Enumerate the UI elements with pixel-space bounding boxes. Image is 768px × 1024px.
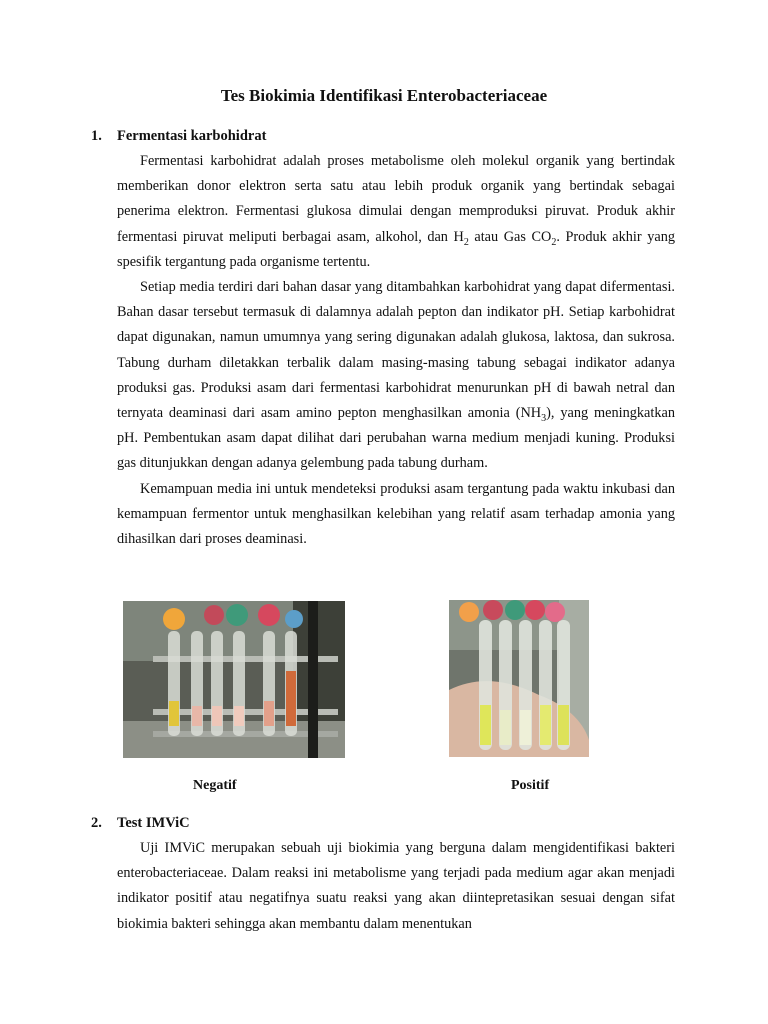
negative-caption: Negatif — [193, 778, 237, 793]
negative-test-tubes-photo — [123, 601, 345, 758]
document-title: Tes Biokimia Identifikasi Enterobacteriaceae — [220, 86, 548, 105]
section-2-heading — [91, 815, 190, 832]
positive-caption: Positif — [511, 778, 550, 793]
section-1-body — [117, 149, 675, 552]
section-1-paragraph-3: Kemampuan media ini untuk mendeteksi produksi asam tergantung pada waktu inkubasi dan kemampuan fermentor untuk menghasilkan kelebihan yang relatif asam terhadap amonia yang dihasilkan dari proses deaminasi. — [117, 480, 675, 548]
section-2-title: Test IMViC — [117, 815, 190, 831]
positive-test-tubes-photo — [449, 600, 589, 757]
section-1-paragraph-1: Fermentasi karbohidrat adalah proses metabolisme oleh molekul organik yang bertindak memberikan donor elektron serta satu atau lebih produk organik yang bertindak sebagai penerima elektron. Fermentasi glukosa dimulai dengan memproduksi piruvat. Produk akhir fermentasi piruvat meliputi berbagai asam, alkohol, dan $H_2$ atau Gas $CO_2$. Produk akhir yang spesifik tergantung pada organisme tertentu. — [117, 153, 675, 270]
section-1-heading — [91, 128, 266, 145]
section-2-paragraph-1: Uji IMViC merupakan sebuah uji biokimia yang berguna dalam mengidentifikasi bakteri enterobacteriaceae. Dalam reaksi ini metabolisme yang terjadi pada medium agar akan menjadi indikator positif atau negatifnya suatu reaksi yang akan diintepretasikan sesuai dengan sifat biokimia bakteri sehingga akan membantu dalam menentukan — [117, 840, 675, 932]
section-1-number: 1. — [91, 128, 102, 144]
section-2-number: 2. — [91, 815, 102, 831]
section-2-body — [117, 836, 675, 937]
section-1-paragraph-2: Setiap media terdiri dari bahan dasar yang ditambahkan karbohidrat yang dapat difermentasi. Bahan dasar tersebut termasuk di dalamnya adalah pepton dan indikator pH. Setiap karbohidrat dapat digunakan, namun umumnya yang sering digunakan adalah glukosa, laktosa, dan sukrosa. Tabung durham diletakkan terbalik dalam masing-masing tabung sebagai indikator adanya produksi gas. Produksi asam dari fermentasi karbohidrat menurunkan pH di bawah netral dan ternyata deaminasi dari asam amino pepton menghasilkan amonia $(NH_3)$, yang meningkatkan pH. Pembentukan asam dapat dilihat dari perubahan warna medium menjadi kuning. Produksi gas ditunjukkan dengan adanya gelembung pada tabung durham. — [117, 279, 675, 472]
section-1-title: Fermentasi karbohidrat — [117, 128, 267, 144]
